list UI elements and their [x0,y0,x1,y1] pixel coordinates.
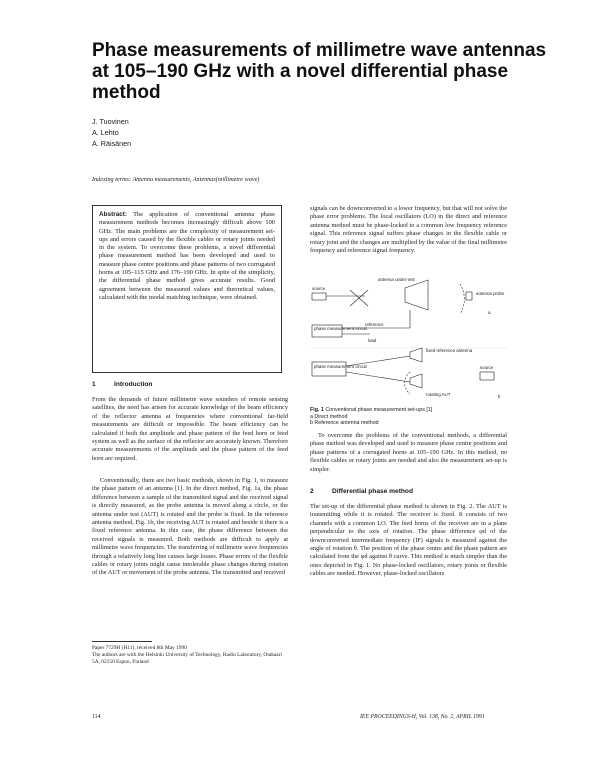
label-a: a [488,310,491,315]
intro-paragraph-1: From the demands of future millimetre wave sounders of remote sensing satellites, the need has arisen for accurate knowledge of the beam efficiency of the reflector antenna at frequencies where conventional far-field measurements are difficult or impossible. The beam efficiency can be calculated if both the amplitude and phase pattern of the feed horn or feed system as well as the surface of the reflector are accurately known. Therefore accurate measurements of the amplitude and the phase pattern of the feed horn are required. [92,396,288,462]
rotating-aut [410,374,422,388]
label-load: load [368,338,377,343]
abstract-text: The application of conventional antenna phase measurement methods becomes increasingly difficult above 100 GHz. The main problems are the complexity of measurement set-ups and errors caused by the flexible cables or rotary joints needed in the system. To overcome these problems, a novel differential phase measurement method has been developed and used to measure phase centre positions and phase patterns of two corrugated horns at 105–115 GHz and 176–190 GHz. In spite of the simplicity, the differential phase method gives accurate results. Good agreement between the measured values and theoretical values, calculated with the modal matching technique, were obtained. [99,211,275,301]
caption-label: Fig. 1 [310,407,324,413]
col2-continuation: signals can be downconverted to a lower frequency, but that will not solve the phase error problems. The local oscillators (LO) in the direct and reference antenna method must be phase-locked to a common low frequency reference signal. This reference signal suffers phase changes in the flexible cable or rotary joint and the changes are multiplied by the value of the final millimetre frequency and reference signal frequency. [310,205,507,255]
intro-paragraph-2: Conventionally, there are two basic methods, shown in Fig. 1, to measure the phase pattern of an antenna [1]. In the direct method, Fig. 1a, the phase difference between a sample of the transmitted signal and the received signal is directly measured, as the probe antenna is moved along a circle, or the antenna under test (AUT) is rotated and the probe is fixed. In the reference antenna method, Fig. 1b, the receiving AUT is rotated and beside it there is a fixed reference antenna. In this case, the phase difference between the received signals is measured. Both methods are difficult to apply at millimetre wave frequencies. The transferring of millimetre wave frequencies through a relatively long line causes large losses. Phase errors of the flexible cables or rotary joints might cause intolerable phase changes during rotation of the AUT or movement of the probe antenna. The transmitted and received [92,477,288,577]
section-heading-introduction [92,381,288,388]
figure-caption [310,407,507,427]
abstract-box [92,205,282,373]
label-reference: reference [365,322,384,327]
aut-horn [405,280,428,310]
figure-1-diagram [310,276,507,406]
section-number: 2 [310,488,314,495]
label-rotating-aut: rotating AUT [426,392,451,397]
rotation-arc [405,372,410,394]
line-to-reference-antenna [346,356,410,366]
caption-sub-b: b Reference antenna method [310,420,379,427]
label-source-b: source [480,365,494,370]
section-number: 1 [92,381,96,388]
journal-running-footer: IEE PROCEEDINGS-H, Vol. 138, No. 2, APRIL 1991 [360,714,485,720]
author: A. Lehto [92,128,119,137]
indexing-terms: Indexing terms: Antenna measurements, Antennas(millimetre wave) [92,176,260,183]
label-fixed-reference: fixed reference antenna [426,348,473,353]
caption-text: Conventional phase measurement set-ups [1] [325,407,433,413]
section2-paragraph: The set-up of the differential phase method is shown in Fig. 2. The AUT is transmitting while it is rotated. The receiver is fixed. It consists of two channels with a common LO. The feed horns of the receiver are in a plane perpendicular to the axis of rotation. The phase difference φd of the downconverted intermediate frequency (IF) signals is measured against the angle of rotation θ. The position of the phase centre and the phase pattern are calculated from the φd against θ curve. This method is much simpler than the ones depicted in Fig. 1. No phase-locked oscillators, rotary joints or flexible cables are needed. However, phase-locked oscillators [310,503,507,578]
section-title: Introduction [114,381,153,388]
author-list [92,116,131,149]
label-phase-measurement-a: phase measurement circuit [314,326,367,331]
label-b: b [498,394,501,399]
reference-antenna [410,348,422,362]
footnote-affiliation: The authors are with the Helsinki University of Technology, Radio Laboratory, Otakaari 5A, 02150 Espoo, Finland [92,652,282,665]
probe-arc [460,284,464,314]
section-heading-differential [310,488,507,495]
author: A. Räisänen [92,139,132,148]
caption-sub-a: a Direct method [310,413,348,420]
footnote-paper: Paper 7729H (H11), received 8th May 1990 [92,645,187,651]
footnote-rule [92,641,152,642]
label-phase-measurement-b: phase measurement circuit [314,364,367,369]
page-number: 114 [92,714,101,720]
author: J. Tuovinen [92,117,129,126]
label-probe: antenna probe [476,291,505,296]
paper-title: Phase measurements of millimetre wave antennas at 105–190 GHz with a novel differential phase method [92,40,547,103]
footnote [92,645,288,666]
label-source: source [312,286,326,291]
section-title: Differential phase method [332,488,413,495]
col2-paragraph: To overcome the problems of the conventional methods, a differential phase method was developed and used to measure phase centre positions and phase patterns of a corrugated horns at 105–190 GHz. In this method, no flexible cables or rotary joints are needed and also the measurement set-up is simpler. [310,432,507,473]
probe-box [466,292,472,300]
source-box [312,293,326,300]
abstract-label: Abstract: [99,211,128,218]
source-box-b [480,372,494,380]
label-antenna-under-test: antenna under test [378,277,415,282]
line-to-aut [346,372,410,382]
